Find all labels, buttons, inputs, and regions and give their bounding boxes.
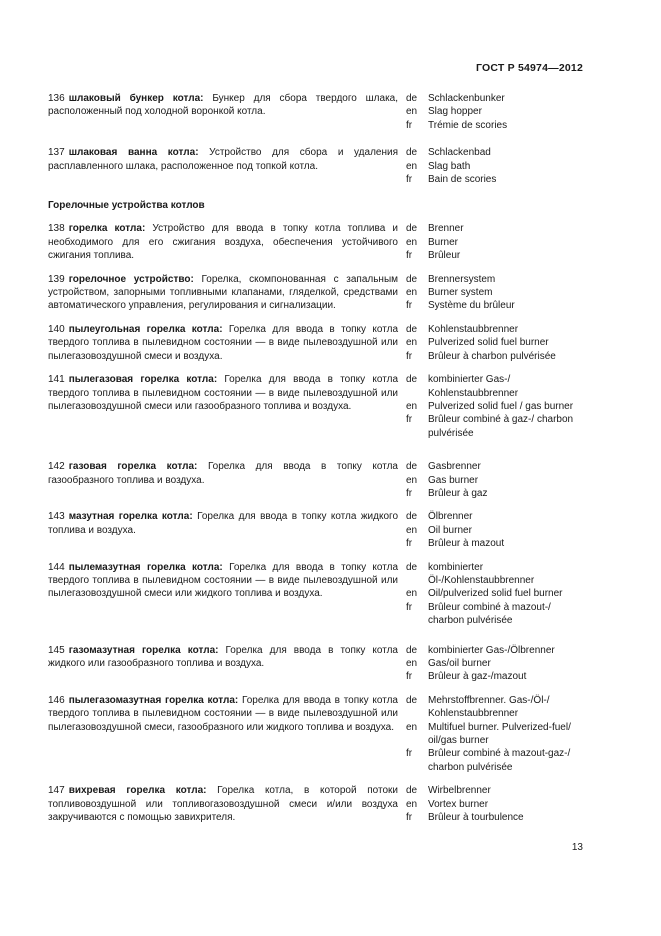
definition-text: Устройство для ввода в топку котла топлива и необходимого для его сжигания воздуха, обеспечения устойчивого сжигания топлива. <box>48 223 398 262</box>
term-name: шлаковая ванна котла: <box>68 147 199 159</box>
translation-text: kombinierter Öl-/Kohlenstaubbrenner <box>428 561 535 586</box>
translation-text: Brennersystem <box>428 273 496 285</box>
language-code: en <box>406 236 418 248</box>
translation-text: Slag hopper <box>428 106 482 118</box>
translation-text: Brûleur à tourbulence <box>428 812 524 824</box>
term-entry <box>48 273 588 313</box>
translation-row <box>406 694 588 721</box>
translation-text: kombinierter Gas-/ Kohlenstaubbrenner <box>428 374 519 399</box>
entry-number: 145 <box>48 644 65 656</box>
language-code: en <box>406 588 418 600</box>
translation-text: Wirbelbrenner <box>428 785 491 797</box>
translations <box>406 373 588 440</box>
translation-text: Brûleur combiné à gaz-/ charbon pulvérisée <box>428 414 574 439</box>
translation-text: Slag bath <box>428 160 471 172</box>
translations <box>406 146 588 186</box>
definition-text: Горелка, скомпонованная с запальным устройством, запорными топливными клапанами, гляделкой, средствами автоматического управления, регулирования и сигнализации. <box>48 273 399 312</box>
term-definition <box>48 561 406 628</box>
translations <box>406 92 588 132</box>
translation-text: Schlackenbunker <box>428 93 505 104</box>
language-code: de <box>406 694 418 706</box>
language-code: de <box>406 374 418 386</box>
translation-text: Brenner <box>428 223 464 235</box>
language-code: de <box>406 147 418 159</box>
translation-row <box>406 474 588 487</box>
language-code: fr <box>406 250 413 262</box>
translations <box>406 510 588 550</box>
translation-text: Gas/oil burner <box>428 658 491 669</box>
term-name: газомазутная горелка котла: <box>68 644 219 656</box>
translation-row <box>406 119 588 132</box>
language-code: de <box>406 273 418 285</box>
translation-row <box>406 587 588 600</box>
translation-text: Mehrstoffbrenner. Gas-/Öl-/ Kohlenstaubbrenner <box>428 694 550 720</box>
term-definition <box>48 273 406 313</box>
translation-text: Brûleur à gaz <box>428 487 488 499</box>
entry-number: 140 <box>48 323 65 335</box>
translation-text: Trémie de scories <box>428 119 508 131</box>
translation-row <box>406 350 588 363</box>
term-definition <box>48 373 406 440</box>
language-code: fr <box>406 414 413 426</box>
term-entry <box>48 373 588 440</box>
translation-row <box>406 413 588 440</box>
term-name: мазутная горелка котла: <box>68 511 193 523</box>
language-code: fr <box>406 487 413 499</box>
language-code: fr <box>406 300 413 312</box>
translation-text: Vortex burner <box>428 798 489 810</box>
term-name: пылеугольная горелка котла: <box>68 323 223 335</box>
term-entry <box>48 644 588 684</box>
translations <box>406 694 588 774</box>
term-entry <box>48 784 588 824</box>
language-code: en <box>406 337 418 349</box>
translation-row <box>406 657 588 670</box>
term-name: газовая горелка котла: <box>68 461 198 473</box>
translations <box>406 222 588 262</box>
translation-row <box>406 160 588 173</box>
language-code: de <box>406 223 418 235</box>
translation-text: kombinierter Gas-/Ölbrenner <box>428 644 555 656</box>
entry-number: 142 <box>48 461 65 473</box>
language-code: fr <box>406 174 413 186</box>
term-definition <box>48 146 406 186</box>
entry-number: 138 <box>48 223 65 235</box>
term-entry <box>48 146 588 186</box>
translation-row <box>406 92 588 105</box>
translation-text: Oil burner <box>428 524 472 536</box>
translation-text: Schlackenbad <box>428 147 491 159</box>
entry-number: 137 <box>48 147 65 159</box>
language-code: en <box>406 160 418 172</box>
translation-text: Brûleur à charbon pulvérisée <box>428 350 556 362</box>
translation-row <box>406 561 588 588</box>
translation-text: Système du brûleur <box>428 300 515 312</box>
translation-text: Oil/pulverized solid fuel burner <box>428 588 563 600</box>
language-code: fr <box>406 748 413 760</box>
translation-row <box>406 236 588 249</box>
language-code: de <box>406 561 418 573</box>
translation-row <box>406 249 588 262</box>
translations <box>406 323 588 363</box>
language-code: de <box>406 511 418 523</box>
translation-row <box>406 670 588 683</box>
term-entry <box>48 460 588 500</box>
translation-row <box>406 105 588 118</box>
entry-number: 147 <box>48 785 65 797</box>
term-definition <box>48 784 406 824</box>
term-definition <box>48 510 406 550</box>
translation-text: Brûleur à mazout <box>428 538 505 550</box>
translation-row <box>406 299 588 312</box>
translation-row <box>406 601 588 628</box>
language-code: fr <box>406 538 413 550</box>
translation-text: Pulverized solid fuel burner <box>428 337 549 349</box>
translation-text: Kohlenstaubbrenner <box>428 323 519 335</box>
definition-text: Горелка для ввода в топку котла твердого топлива в пылевидном состоянии — в виде пылевоздушной или пылегазовоздушной смеси или жидкого топлива и воздуха. <box>48 561 399 600</box>
language-code: de <box>406 785 418 797</box>
entry-number: 146 <box>48 694 65 706</box>
term-definition <box>48 92 406 132</box>
translations <box>406 644 588 684</box>
translation-text: Burner <box>428 236 459 248</box>
translation-row <box>406 798 588 811</box>
term-entry <box>48 510 588 550</box>
term-definition <box>48 222 406 262</box>
translation-row <box>406 487 588 500</box>
translation-row <box>406 336 588 349</box>
language-code: fr <box>406 671 413 683</box>
definition-text: Горелка для ввода в топку котла твердого топлива в пылевидном состоянии — в виде пылевоздушной или пылегазовоздушной смеси, газообразного или жидкого топлива и воздуха. <box>48 694 398 733</box>
translations <box>406 784 588 824</box>
definition-text: Горелка для ввода в топку котла газообразного топлива и воздуха. <box>48 461 398 486</box>
definition-text: Бункер для сбора твердого шлака, расположенный под холодной воронкой котла. <box>48 93 399 118</box>
translation-row <box>406 784 588 797</box>
term-name: шлаковый бункер котла: <box>68 93 204 104</box>
language-code: fr <box>406 350 413 362</box>
term-name: пылегазовая горелка котла: <box>68 374 218 386</box>
translation-text: Brûleur combiné à mazout-/ charbon pulvérisée <box>428 601 551 627</box>
language-code: de <box>406 93 418 104</box>
translation-row <box>406 721 588 748</box>
definition-text: Горелка для ввода в топку котла жидкого или газообразного топлива и воздуха. <box>48 644 398 669</box>
translation-row <box>406 811 588 824</box>
translation-text: Gas burner <box>428 474 479 486</box>
translation-row <box>406 460 588 473</box>
translations <box>406 561 588 628</box>
language-code: de <box>406 644 418 656</box>
page-number: 13 <box>571 842 583 853</box>
entries-group-top <box>48 92 588 186</box>
term-definition <box>48 644 406 684</box>
translation-row <box>406 400 588 413</box>
translation-row <box>406 644 588 657</box>
translation-text: Brûleur à gaz-/mazout <box>428 671 527 683</box>
translation-row <box>406 173 588 186</box>
translations <box>406 460 588 500</box>
translation-row <box>406 323 588 336</box>
definition-text: Горелка котла, в которой потоки топливовоздушной или топливогазовоздушной смеси и/или воздуха закручиваются с помощью завихрителя. <box>48 785 399 824</box>
term-name: горелочное устройство: <box>68 273 194 285</box>
term-definition <box>48 694 406 774</box>
definition-text: Устройство для сбора и удаления расплавленного шлака, расположенное под топкой котла. <box>48 147 398 172</box>
language-code: en <box>406 106 418 118</box>
translation-row <box>406 524 588 537</box>
entry-number: 143 <box>48 511 65 523</box>
language-code: en <box>406 287 418 299</box>
translation-text: Brûleur combiné à mazout-gaz-/ charbon pulvérisée <box>428 748 571 773</box>
term-entry <box>48 222 588 262</box>
translation-text: Bain de scories <box>428 174 497 186</box>
term-entry <box>48 92 588 132</box>
translation-row <box>406 273 588 286</box>
language-code: en <box>406 721 418 733</box>
language-code: en <box>406 524 418 536</box>
term-name: вихревая горелка котла: <box>68 785 207 797</box>
entries-group-burners <box>48 222 588 824</box>
entry-number: 136 <box>48 93 65 104</box>
translation-text: Brûleur <box>428 250 461 262</box>
translation-row <box>406 510 588 523</box>
translation-row <box>406 373 588 400</box>
entry-number: 141 <box>48 374 65 386</box>
translation-text: Gasbrenner <box>428 461 481 473</box>
term-name: пылемазутная горелка котла: <box>68 561 223 573</box>
language-code: de <box>406 323 418 335</box>
language-code: en <box>406 474 418 486</box>
term-name: горелка котла: <box>68 223 146 235</box>
language-code: en <box>406 400 418 412</box>
section-title: Горелочные устройства котлов <box>48 200 205 212</box>
language-code: fr <box>406 812 413 824</box>
document-body <box>48 92 588 824</box>
translation-row <box>406 537 588 550</box>
translation-row <box>406 146 588 159</box>
translation-row <box>406 747 588 774</box>
language-code: en <box>406 658 418 669</box>
term-definition <box>48 460 406 500</box>
definition-text: Горелка для ввода в топку котла твердого топлива в пылевидном состоянии — в виде пылевоздушной или пылегазовоздушной смеси или газообразного топлива и воздуха. <box>48 374 399 412</box>
translations <box>406 273 588 313</box>
language-code: fr <box>406 119 413 131</box>
definition-text: Горелка для ввода в топку котла жидкого топлива и воздуха. <box>48 511 399 536</box>
language-code: fr <box>406 601 413 613</box>
term-entry <box>48 561 588 628</box>
translation-text: Burner system <box>428 287 493 299</box>
definition-text: Горелка для ввода в топку котла твердого топлива в пылевидном состоянии — в виде пылевоздушной или пылегазовоздушной смеси и воздуха. <box>48 323 399 362</box>
term-entry <box>48 323 588 363</box>
translation-row <box>406 286 588 299</box>
standard-header: ГОСТ Р 54974—2012 <box>475 62 583 74</box>
entry-number: 144 <box>48 561 65 573</box>
translation-row <box>406 222 588 235</box>
term-entry <box>48 694 588 774</box>
translation-text: Multifuel burner. Pulverized-fuel/ oil/gas burner <box>428 721 571 747</box>
term-name: пылегазомазутная горелка котла: <box>68 694 239 706</box>
term-definition <box>48 323 406 363</box>
translation-text: Ölbrenner <box>428 511 473 523</box>
entry-number: 139 <box>48 273 65 285</box>
language-code: de <box>406 461 418 473</box>
translation-text: Pulverized solid fuel / gas burner <box>428 400 574 412</box>
language-code: en <box>406 798 418 810</box>
